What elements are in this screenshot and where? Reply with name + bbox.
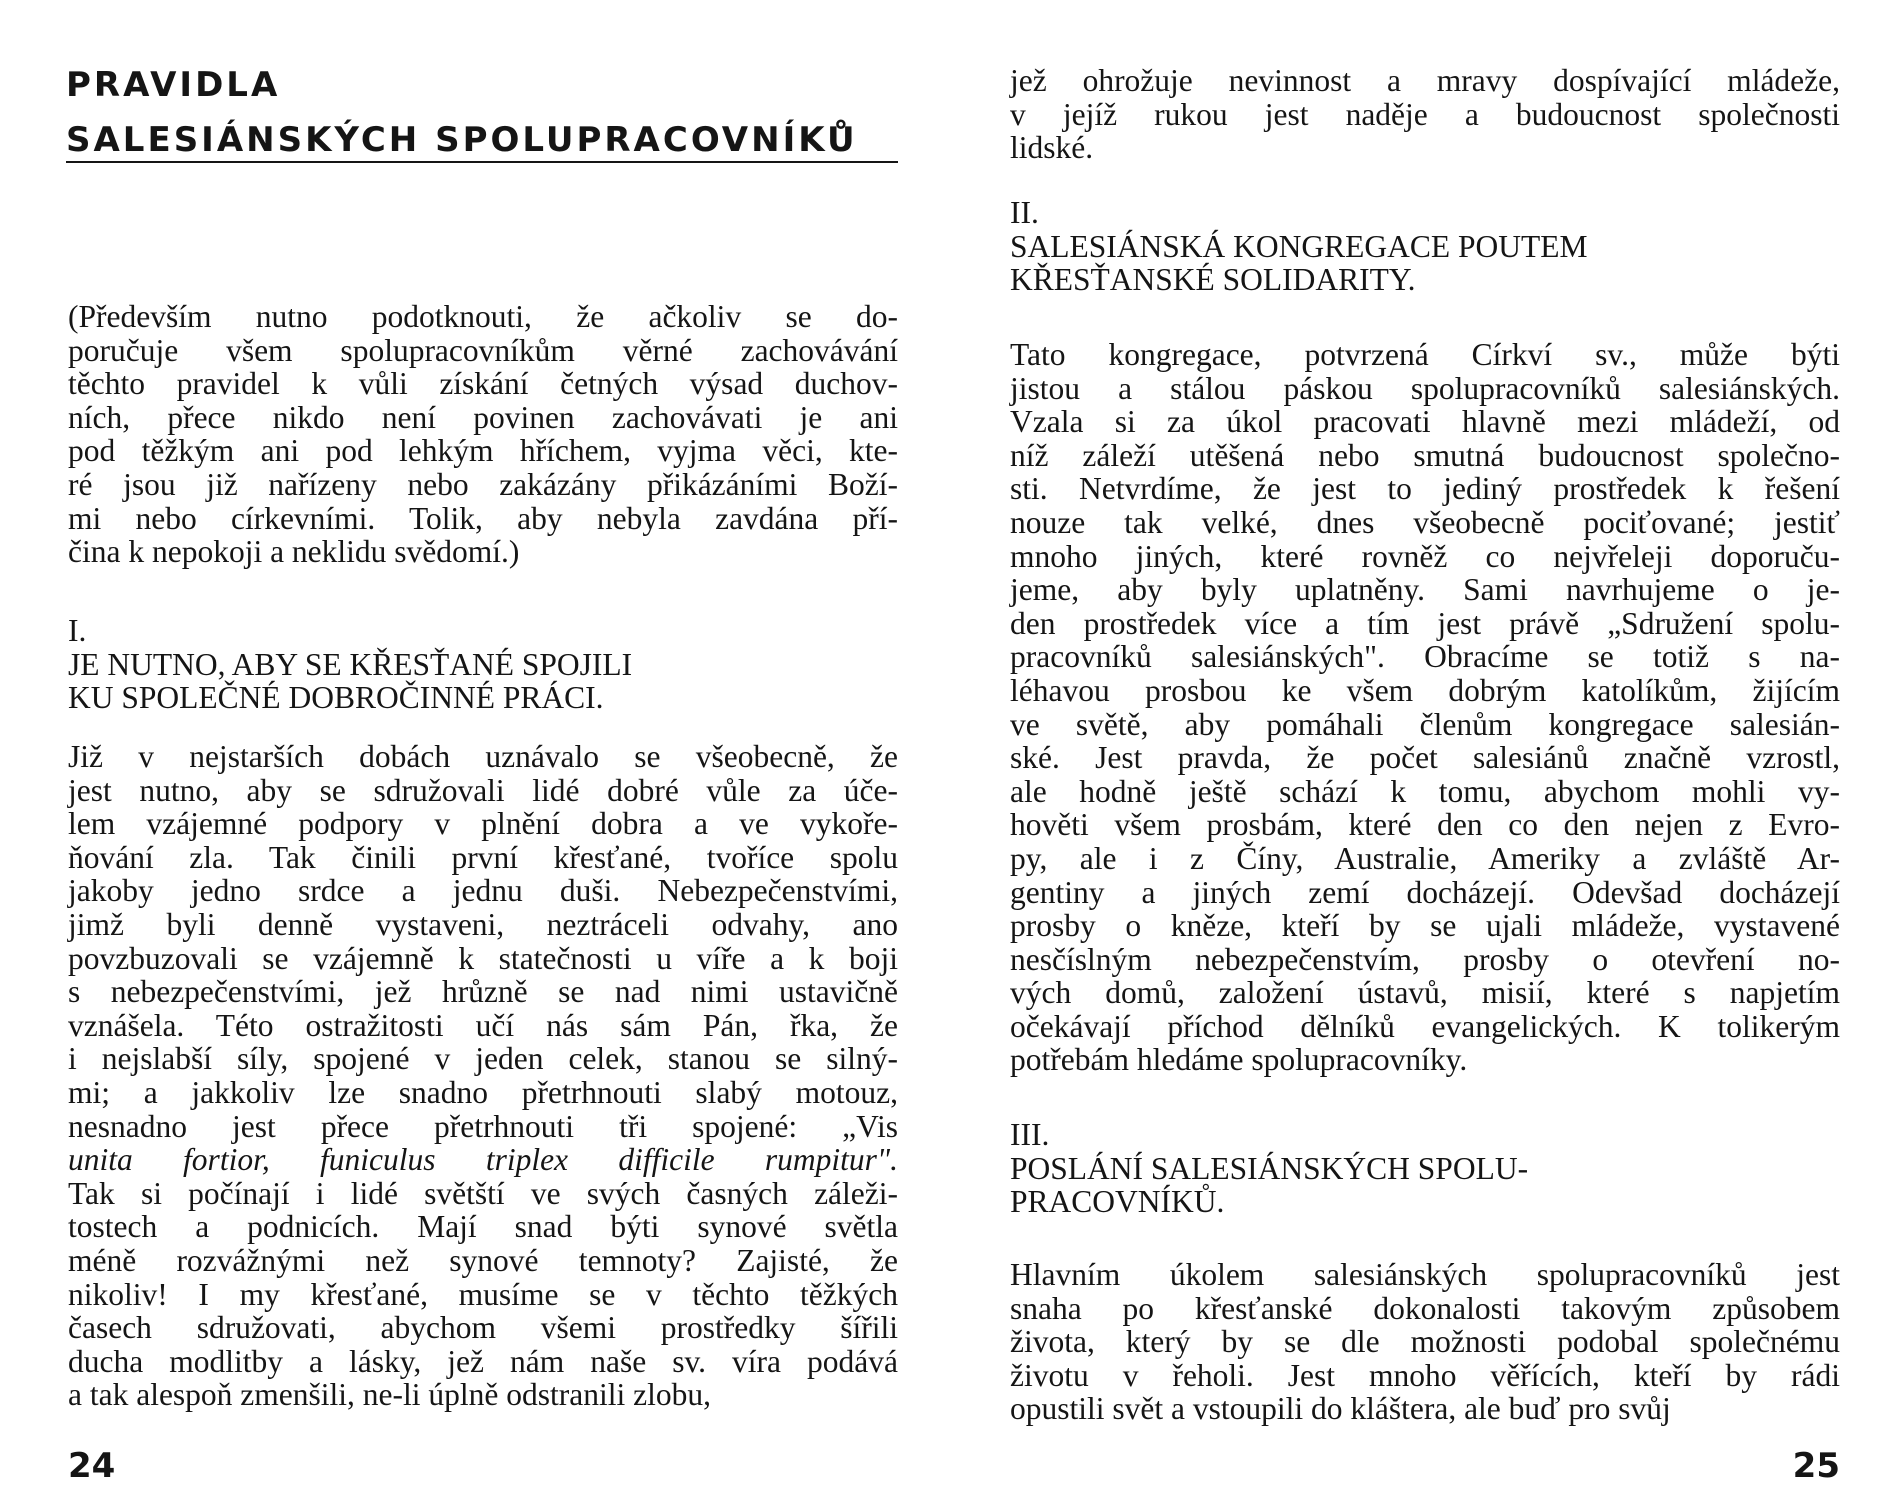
text-line: opustili svět a vstoupili do kláštera, ale buď pro svůj <box>1010 1391 1671 1427</box>
text-line: života, který by se dle možnosti podobal společnému <box>1010 1324 1840 1360</box>
text-line: nesčíslným nebezpečenstvím, prosby o otevření no- <box>1010 941 1840 977</box>
text-line: v jejíž rukou jest naděje a budoucnost společnosti <box>1010 96 1840 132</box>
text-line: ré jsou již nařízeny nebo zakázány přikázáními Boží- <box>68 466 898 502</box>
section-3-body <box>1010 1258 1840 1426</box>
title-line-2: SALESIÁNSKÝCH SPOLUPRACOVNÍKŮ <box>66 120 858 160</box>
text-line: Hlavním úkolem salesiánských spolupracovníků jest <box>1010 1257 1840 1292</box>
section-2-heading <box>1010 196 1840 297</box>
section-2-text <box>1010 338 1840 1077</box>
continuation-paragraph <box>1010 64 1840 165</box>
text-line: jimž byli denně vystaveni, neztráceli odvahy, ano <box>68 906 898 942</box>
intro-paragraph <box>68 300 898 569</box>
section-3-heading <box>1010 1118 1840 1219</box>
section-1-body <box>68 740 898 1412</box>
text-line: s nebezpečenstvími, jež hrůzně se nad nimi ustavičně <box>68 974 898 1010</box>
text-line: očekávají příchod dělníků evangelických. K tolikerým <box>1010 1008 1840 1044</box>
text-line: vých domů, založení ústavů, misií, které s napjetím <box>1010 975 1840 1011</box>
text-line: lidské. <box>1010 130 1094 166</box>
text-line: den prostředek více a tím jest právě „Sdružení spolu- <box>1010 605 1840 641</box>
text-line: Tato kongregace, potvrzená Církví sv., může býti <box>1010 337 1840 372</box>
text-line: ve světě, aby pomáhali členům kongregace salesián- <box>1010 706 1840 742</box>
title-line-1: PRAVIDLA <box>66 65 281 105</box>
text-line: jest nutno, aby se sdružovali lidé dobré vůle za úče- <box>68 772 898 808</box>
text-line: Již v nejstarších dobách uznávalo se všeobecně, že <box>68 739 898 774</box>
text-line: lem vzájemné podpory v plnění dobra a ve vykoře- <box>68 806 898 842</box>
text-line: jistou a stálou páskou spolupracovníků salesiánských. <box>1010 370 1840 406</box>
page-title <box>66 58 898 168</box>
section-3-title-line-2: PRACOVNÍKŮ. <box>1010 1184 1225 1220</box>
left-page <box>60 0 900 1500</box>
text-line: těchto pravidel k vůli získání četných výsad duchov- <box>68 366 898 402</box>
page-number-right: 25 <box>1792 1446 1840 1486</box>
section-3-number: III. <box>1010 1117 1050 1152</box>
section-2-title-line-1: SALESIÁNSKÁ KONGREGACE POUTEM <box>1010 228 1588 264</box>
text-line: nesnadno jest přece přetrhnouti tři spojené: „Vis <box>68 1108 898 1144</box>
text-line: a tak alespoň zmenšili, ne-li úplně odstranili zlobu, <box>68 1377 711 1413</box>
section-2-title-line-2: KŘESŤANSKÉ SOLIDARITY. <box>1010 262 1416 298</box>
text-line: prosby o kněze, kteří by se ujali mládeže, vystavené <box>1010 908 1840 944</box>
text-line: mnoho jiných, které rovněž co nejvřeleji doporuču- <box>1010 538 1840 574</box>
text-line: Tak si počínají i lidé světští ve svých časných záleži- <box>68 1175 898 1211</box>
section-3-text <box>1010 1258 1840 1426</box>
text-line: vznášela. Této ostražitosti učí nás sám Pán, řka, že <box>68 1007 898 1043</box>
text-line: mi; a jakkoliv lze snadno přetrhnouti slabý motouz, <box>68 1074 898 1110</box>
text-line: ňování zla. Tak činili první křesťané, tvoříce spolu <box>68 839 898 875</box>
right-page <box>1010 0 1840 1500</box>
text-line: jakoby jedno srdce a jednu duši. Nebezpečenstvími, <box>68 873 898 909</box>
text-line: jeme, aby byly uplatněny. Sami navrhujeme o je- <box>1010 572 1840 608</box>
page-number-left: 24 <box>68 1446 116 1486</box>
text-line: ducha modlitby a lásky, jež nám naše sv. víra podává <box>68 1343 898 1379</box>
text-line: povzbuzovali se vzájemně k statečnosti u víře a k boji <box>68 940 898 976</box>
text-line: časech sdružovati, abychom všemi prostředky šířili <box>68 1310 898 1346</box>
text-line: py, ale i z Číny, Australie, Ameriky a zvláště Ar- <box>1010 840 1840 876</box>
text-line: jež ohrožuje nevinnost a mravy dospívající mládeže, <box>1010 63 1840 98</box>
text-line: méně rozvážnými než synové temnoty? Zajisté, že <box>68 1242 898 1278</box>
text-line: nouze tak velké, dnes všeobecně pociťované; jestiť <box>1010 504 1840 540</box>
intro-text <box>68 300 898 569</box>
text-line: hověti všem prosbám, které den co den nejen z Evro- <box>1010 807 1840 843</box>
section-1-number: I. <box>68 613 87 648</box>
text-line: gentiny a jiných zemí docházejí. Odevšad docházejí <box>1010 874 1840 910</box>
text-line: i nejslabší síly, spojené v jeden celek, stanou se silný- <box>68 1041 898 1077</box>
section-2-number: II. <box>1010 195 1039 230</box>
text-line: snaha po křesťanské dokonalosti takovým způsobem <box>1010 1290 1840 1326</box>
text-line: (Především nutno podotknouti, že ačkoliv se do- <box>68 299 898 334</box>
text-line: tostech a podnicích. Mají snad býti synové světla <box>68 1209 898 1245</box>
section-1-heading <box>68 614 898 715</box>
section-1-text <box>68 740 898 1412</box>
continuation-text <box>1010 64 1840 165</box>
section-1-title-line-1: JE NUTNO, ABY SE KŘESŤANÉ SPOJILI <box>68 646 633 682</box>
text-line: sti. Netvrdíme, že jest to jediný prostředek k řešení <box>1010 471 1840 507</box>
text-line: léhavou prosbou ke všem dobrým katolíkům, žijícím <box>1010 672 1840 708</box>
text-line: pracovníků salesiánských". Obracíme se totiž s na- <box>1010 639 1840 675</box>
title-underline <box>66 161 898 163</box>
text-line: níž záleží utěšená nebo smutná budoucnost společno- <box>1010 437 1840 473</box>
text-line: potřebám hledáme spolupracovníky. <box>1010 1042 1468 1078</box>
section-2-body <box>1010 338 1840 1077</box>
text-line: Vzala si za úkol pracovati hlavně mezi mládeží, od <box>1010 404 1840 440</box>
text-line: unita fortior, funiculus triplex difficile rumpitur". <box>68 1142 898 1178</box>
section-1-title-line-2: KU SPOLEČNÉ DOBROČINNÉ PRÁCI. <box>68 680 604 716</box>
text-line: nikoliv! I my křesťané, musíme se v těchto těžkých <box>68 1276 898 1312</box>
text-line: životu v řeholi. Jest mnoho věřících, kteří by rádi <box>1010 1357 1840 1393</box>
text-line: poručuje všem spolupracovníkům věrné zachovávání <box>68 332 898 368</box>
text-line: ních, přece nikdo není povinen zachovávati je ani <box>68 399 898 435</box>
text-line: mi nebo církevními. Tolik, aby nebyla zavdána pří- <box>68 500 898 536</box>
text-line: čina k nepokoji a neklidu svědomí.) <box>68 534 520 570</box>
text-line: pod těžkým ani pod lehkým hříchem, vyjma věci, kte- <box>68 433 898 469</box>
section-3-title-line-1: POSLÁNÍ SALESIÁNSKÝCH SPOLU- <box>1010 1150 1529 1186</box>
text-line: ale hodně ještě schází k tomu, abychom mohli vy- <box>1010 773 1840 809</box>
text-line: ské. Jest pravda, že počet salesiánů značně vzrostl, <box>1010 740 1840 776</box>
